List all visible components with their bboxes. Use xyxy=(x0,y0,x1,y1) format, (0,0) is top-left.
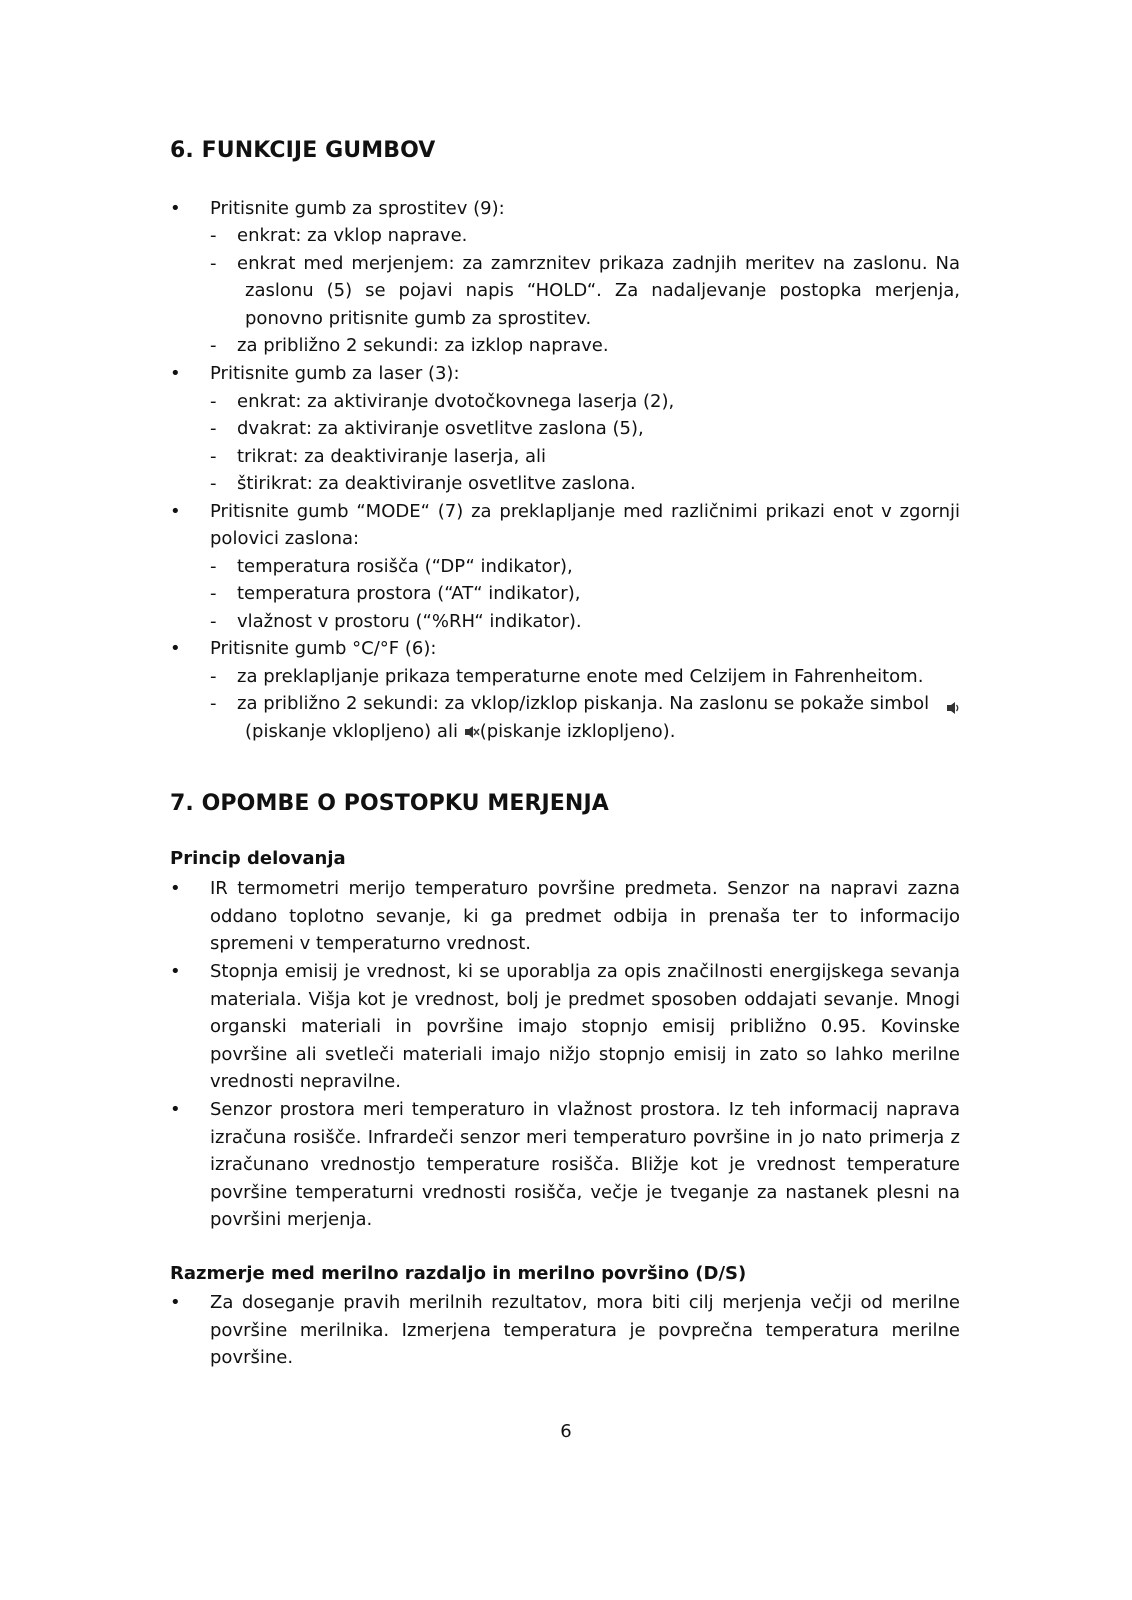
subsection-title: Razmerje med merilno razdaljo in merilno površino (D/S) xyxy=(170,1263,747,1284)
bullet-icon: • xyxy=(170,363,181,384)
list-item: • Pritisnite gumb °C/°F (6): xyxy=(170,635,960,663)
sub-list-item: - trikrat: za deaktiviranje laserja, ali xyxy=(210,446,547,467)
speaker-off-icon xyxy=(464,720,480,748)
sub-list-item: - vlažnost v prostoru (“%RH“ indikator). xyxy=(210,611,582,632)
list-item: • IR termometri merijo temperaturo površine predmeta. Senzor na napravi zazna oddano toplotno sevanje, ki ga predmet odbija in prenaša ter to informacijo spremeni v temperaturno vrednost. xyxy=(170,875,960,958)
section-6-title: 6. FUNKCIJE GUMBOV xyxy=(170,138,436,163)
sub-list-item: - temperatura prostora (“AT“ indikator), xyxy=(210,583,581,604)
list-item: • Stopnja emisij je vrednost, ki se uporablja za opis značilnosti energijskega sevanja materiala. Višja kot je vrednost, bolj je predmet sposoben oddajati sevanje. Mnogi organski materiali in površine imajo stopnjo emisij približno 0.95. Kovinske površine ali svetleči materiali imajo nižjo stopnjo emisij in zato so lahko merilne vrednosti nepravilne. xyxy=(170,958,960,1096)
sub-list-item: - štirikrat: za deaktiviranje osvetlitve zaslona. xyxy=(210,473,636,494)
sub-list-item: - enkrat med merjenjem: za zamrznitev prikaza zadnjih meritev na zaslonu. Na xyxy=(210,253,960,274)
section-7-title: 7. OPOMBE O POSTOPKU MERJENJA xyxy=(170,791,609,816)
sub-list-item: - za preklapljanje prikaza temperaturne enote med Celzijem in Fahrenheitom. xyxy=(210,666,924,687)
sub-list-item: - dvakrat: za aktiviranje osvetlitve zaslona (5), xyxy=(210,418,644,439)
sub-list-item: - za približno 2 sekundi: za vklop/izklop piskanja. Na zaslonu se pokaže simbol xyxy=(210,690,960,718)
bullet-icon: • xyxy=(170,638,181,659)
bullet-icon: • xyxy=(170,878,181,899)
sub-list-item: - enkrat: za vklop naprave. xyxy=(210,225,468,246)
list-item: • Senzor prostora meri temperaturo in vlažnost prostora. Iz teh informacij naprava izračuna rosišče. Infrardeči senzor meri temperaturo površine in jo nato primerja z izračunano vrednostjo temperature rosišča. Bližje kot je vrednost temperature površine temperaturni vrednosti rosišča, večje je tveganje za nastanek plesni na površini merjenja. xyxy=(170,1096,960,1234)
bullet-icon: • xyxy=(170,961,181,982)
list-item-cont: polovici zaslona: xyxy=(210,528,360,549)
list-item: • Za doseganje pravih merilnih rezultatov, mora biti cilj merjenja večji od merilne površine merilnika. Izmerjena temperatura je povprečna temperatura merilne površine. xyxy=(170,1289,960,1372)
list-item: • Pritisnite gumb za sprostitev (9): xyxy=(170,195,960,223)
sub-list-item-cont: zaslonu (5) se pojavi napis “HOLD“. Za nadaljevanje postopka merjenja, xyxy=(245,280,960,301)
bullet-icon: • xyxy=(170,1292,181,1313)
page-number: 6 xyxy=(560,1421,572,1442)
list-item: • Pritisnite gumb za laser (3): xyxy=(170,360,960,388)
sub-list-item: - temperatura rosišča (“DP“ indikator), xyxy=(210,556,573,577)
bullet-icon: • xyxy=(170,1099,181,1120)
bullet-icon: • xyxy=(170,198,181,219)
list-item: • Pritisnite gumb “MODE“ (7) za preklapljanje med različnimi prikazi enot v zgornji xyxy=(170,498,960,526)
subsection-title: Princip delovanja xyxy=(170,848,346,869)
bullet-icon: • xyxy=(170,501,181,522)
sub-list-item-cont: (piskanje vklopljeno) ali (piskanje izklopljeno). xyxy=(210,718,960,748)
sub-list-item-cont: ponovno pritisnite gumb za sprostitev. xyxy=(245,308,592,329)
sub-list-item: - za približno 2 sekundi: za izklop naprave. xyxy=(210,335,609,356)
sub-list-item: - enkrat: za aktiviranje dvotočkovnega laserja (2), xyxy=(210,391,675,412)
